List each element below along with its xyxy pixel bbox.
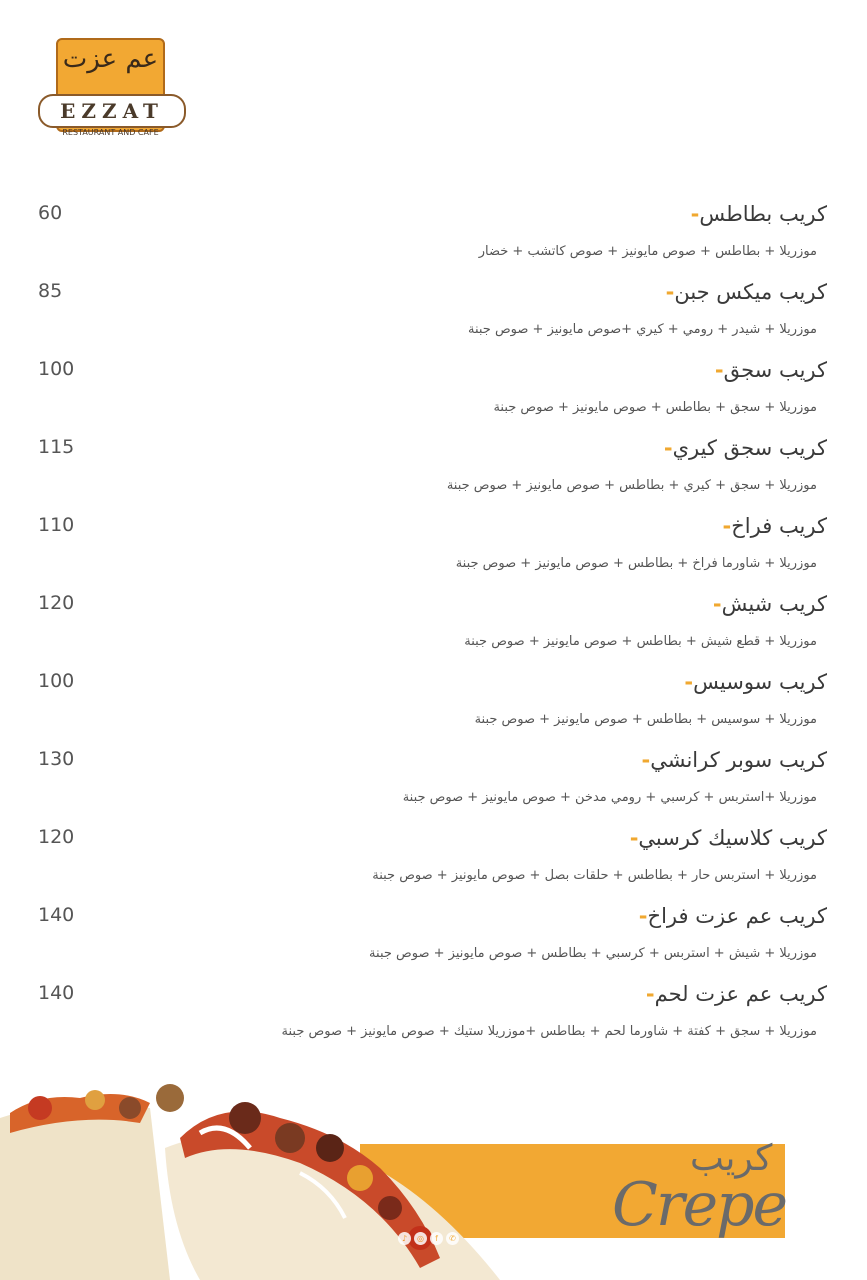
- dash-icon: -: [714, 358, 724, 382]
- item-name: كريب عم عزت لحم: [654, 982, 827, 1006]
- dash-icon: -: [684, 670, 694, 694]
- logo: [36, 36, 186, 146]
- item-price: 120: [38, 826, 75, 848]
- item-price: 85: [38, 280, 63, 302]
- facebook-icon[interactable]: f: [430, 1232, 443, 1245]
- item-price: 115: [38, 436, 75, 458]
- menu-item: [0, 432, 867, 510]
- item-description: موزريلا + سجق + كيري + بطاطس + صوص مايونيز + صوص جبنة: [446, 478, 817, 493]
- instagram-icon[interactable]: ◎: [414, 1232, 427, 1245]
- item-name: كريب سجق: [723, 358, 827, 382]
- social-icons: [398, 1226, 462, 1242]
- menu-item: [0, 978, 867, 1056]
- whatsapp-icon[interactable]: ✆: [446, 1232, 459, 1245]
- menu-item: [0, 588, 867, 666]
- menu-item: [0, 510, 867, 588]
- banner-english-title: Crepe: [612, 1170, 787, 1240]
- item-name: كريب شيش: [721, 592, 827, 616]
- item-description: موزريلا + شيدر + رومي + كيري +صوص مايونيز + صوص جبنة: [467, 322, 817, 337]
- item-description: موزريلا + سجق + بطاطس + صوص مايونيز + صوص جبنة: [493, 400, 817, 415]
- item-price: 110: [38, 514, 75, 536]
- item-name: كريب سوبر كرانشي: [650, 748, 827, 772]
- item-price: 130: [38, 748, 75, 770]
- item-description: موزريلا + سجق + كفتة + شاورما لحم + بطاطس +موزريلا ستيك + صوص مايونيز + صوص جبنة: [281, 1024, 817, 1039]
- item-description: موزريلا + سوسيس + بطاطس + صوص مايونيز + صوص جبنة: [474, 712, 817, 727]
- item-description: موزريلا + بطاطس + صوص مايونيز + صوص كاتشب + خضار: [478, 244, 817, 259]
- item-name: كريب عم عزت فراخ: [647, 904, 827, 928]
- menu-item: [0, 900, 867, 978]
- footer: [0, 1078, 867, 1280]
- item-price: 140: [38, 982, 75, 1004]
- logo-tagline: RESTAURANT AND CAFE: [62, 128, 159, 137]
- item-description: موزريلا + قطع شيش + بطاطس + صوص مايونيز + صوص جبنة: [464, 634, 817, 649]
- item-name: كريب سوسيس: [693, 670, 827, 694]
- item-price: 120: [38, 592, 75, 614]
- item-price: 100: [38, 358, 75, 380]
- menu-item: [0, 666, 867, 744]
- dash-icon: -: [722, 514, 732, 538]
- logo-name: EZZAT: [60, 99, 164, 123]
- item-name: كريب كلاسيك كرسبي: [638, 826, 827, 850]
- logo-arabic-name: عم عزت: [62, 44, 159, 74]
- logo-banner: [38, 94, 186, 128]
- dash-icon: -: [663, 436, 673, 460]
- dash-icon: -: [645, 982, 655, 1006]
- tiktok-icon[interactable]: ♪: [398, 1232, 411, 1245]
- dash-icon: -: [641, 748, 651, 772]
- item-name: كريب بطاطس: [699, 202, 827, 226]
- item-description: موزريلا + شيش + استربس + كرسبي + بطاطس + صوص مايونيز + صوص جبنة: [369, 946, 817, 961]
- banner-arabic-title: كريب: [690, 1138, 773, 1179]
- menu-list: [0, 198, 867, 1056]
- item-price: 100: [38, 670, 75, 692]
- item-description: موزريلا +استربس + كرسبي + رومي مدخن + صوص مايونيز + صوص جبنة: [402, 790, 817, 805]
- dash-icon: -: [712, 592, 722, 616]
- item-name: كريب ميكس جبن: [674, 280, 827, 304]
- item-price: 140: [38, 904, 75, 926]
- item-price: 60: [38, 202, 63, 224]
- item-description: موزريلا + شاورما فراخ + بطاطس + صوص مايونيز + صوص جبنة: [455, 556, 817, 571]
- menu-item: [0, 822, 867, 900]
- menu-item: [0, 276, 867, 354]
- menu-item: [0, 198, 867, 276]
- dash-icon: -: [690, 202, 700, 226]
- item-name: كريب فراخ: [731, 514, 827, 538]
- item-description: موزريلا + استربس حار + بطاطس + حلقات بصل + صوص مايونيز + صوص جبنة: [372, 868, 817, 883]
- dash-icon: -: [665, 280, 675, 304]
- dash-icon: -: [629, 826, 639, 850]
- dash-icon: -: [638, 904, 648, 928]
- crepe-photo: [0, 1078, 520, 1280]
- menu-item: [0, 354, 867, 432]
- menu-item: [0, 744, 867, 822]
- item-name: كريب سجق كيري: [672, 436, 827, 460]
